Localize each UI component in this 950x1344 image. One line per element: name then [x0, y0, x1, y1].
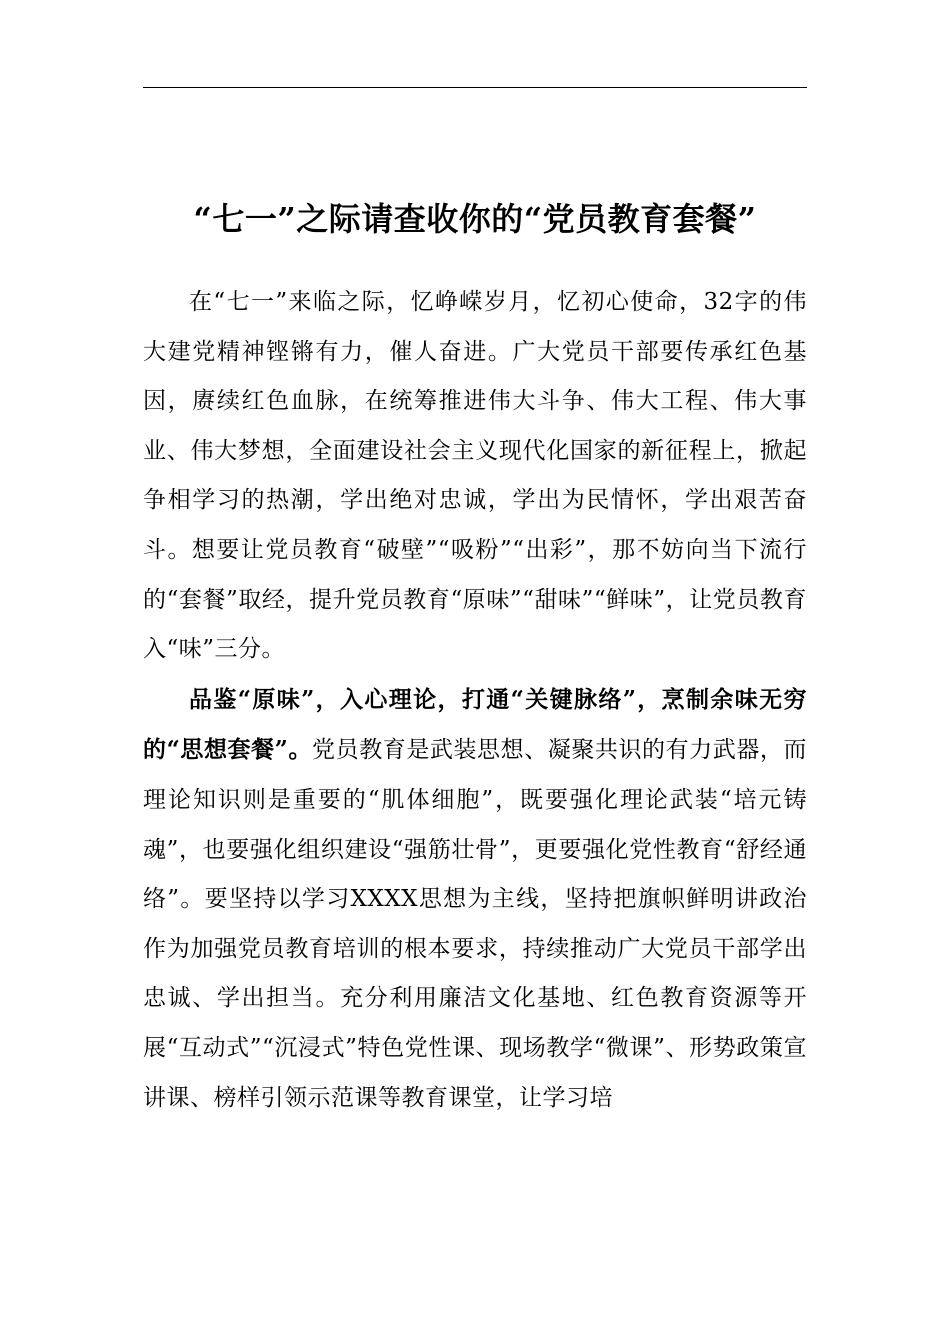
paragraph-section-1: [143, 675, 807, 1123]
document-title: “七一”之际请查收你的“党员教育套餐”: [193, 200, 757, 239]
paragraph-intro: [143, 278, 807, 675]
paragraph-text: 党员教育是武装思想、凝聚共识的有力武器，而理论知识则是重要的“肌体细胞”，既要强化理论武装“培元铸魂”，也要强化组织建设“强筋壮骨”，更要强化党性教育“舒经通络”。要坚持以学习XXXX思想为主线，坚持把旗帜鲜明讲政治作为加强党员教育培训的根本要求，持续推动广大党员干部学出忠诚、学出担当。充分利用廉洁文化基地、红色教育资源等开展“互动式”“沉浸式”特色党性课、现场教学“微课”、形势政策宣讲课、榜样引领示范课等教育课堂，让学习培: [143, 737, 807, 1111]
header-rule: [143, 87, 807, 88]
document-body: [143, 278, 807, 1123]
section-heading: 品鉴“原味”，入心理论，打通“关键脉络”，烹制余味无穷的“思想套餐”。: [143, 685, 807, 764]
paragraph-text: 在“七一”来临之际，忆峥嵘岁月，忆初心使命，32字的伟大建党精神铿锵有力，催人奋进。广大党员干部要传承红色基因，赓续红色血脉，在统筹推进伟大斗争、伟大工程、伟大事业、伟大梦想，全面建设社会主义现代化国家的新征程上，掀起争相学习的热潮，学出绝对忠诚，学出为民情怀，学出艰苦奋斗。想要让党员教育“破壁”“吸粉”“出彩”，那不妨向当下流行的“套餐”取经，提升党员教育“原味”“甜味”“鲜味”，让党员教育入“味”三分。: [143, 289, 807, 663]
